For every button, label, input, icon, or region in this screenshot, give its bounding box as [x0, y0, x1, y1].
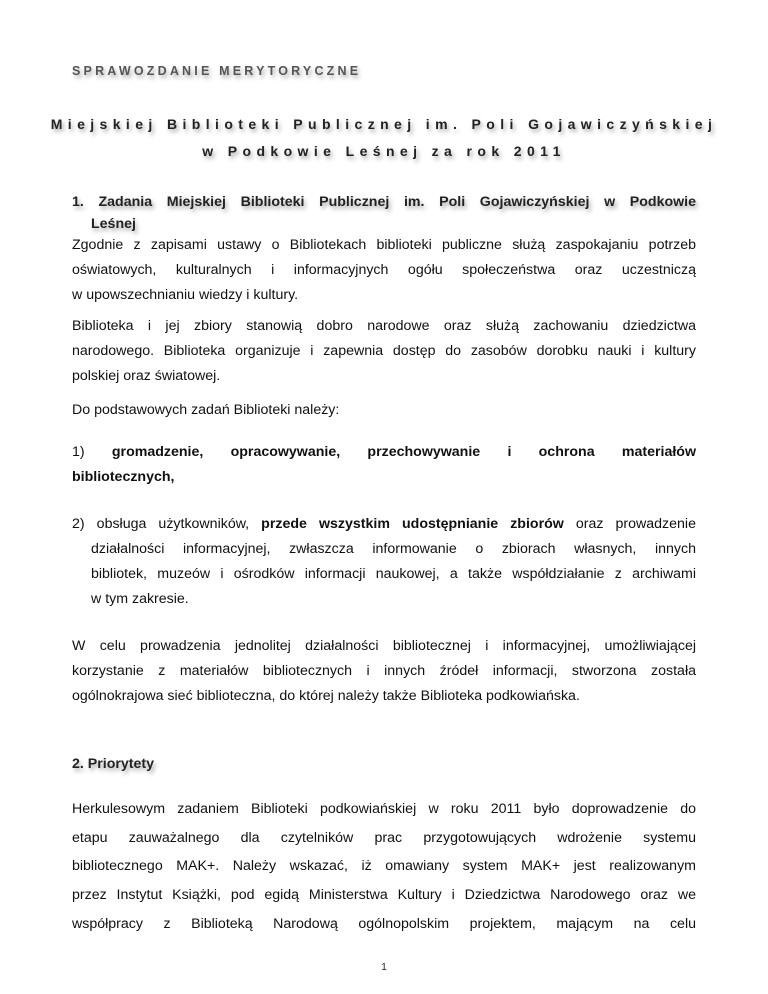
- list-item-2-line: działalności informacyjnej, zwłaszcza informowanie o zbiorach własnych, innych: [91, 541, 696, 557]
- paragraph-line: Herkulesowym zadaniem Biblioteki podkowiańskiej w roku 2011 było doprowadzenie do: [72, 801, 696, 817]
- paragraph-line: W celu prowadzenia jednolitej działalności bibliotecznej i informacyjnej, umożliwiającej: [72, 638, 696, 654]
- paragraph-line: oświatowych, kulturalnych i informacyjnych ogółu społeczeństwa oraz uczestniczą: [72, 262, 696, 278]
- paragraph-line: narodowego. Biblioteka organizuje i zapewnia dostęp do zasobów dorobku nauki i kultury: [72, 343, 696, 359]
- list-item-2-line: w tym zakresie.: [91, 591, 189, 607]
- list-item-2-prefix: 2) obsługa użytkowników,: [72, 516, 262, 532]
- paragraph-line: Biblioteka i jej zbiory stanowią dobro narodowe oraz służą zachowaniu dziedzictwa: [72, 318, 696, 334]
- list-item-1-line-1: [72, 440, 696, 465]
- list-item-2-line-1: [72, 512, 696, 537]
- paragraph-line: współpracy z Biblioteką Narodową ogólnopolskim projektem, mającym na celu: [72, 915, 696, 932]
- paragraph-national-heritage: [72, 314, 696, 389]
- list-item-1-number: 1): [72, 444, 112, 460]
- list-item-2: [72, 512, 696, 612]
- paragraph-library-network: [72, 634, 696, 709]
- paragraph-line: w upowszechnianiu wiedzy i kultury.: [72, 287, 299, 303]
- list-item-1: [72, 440, 696, 490]
- page-number: 1: [381, 962, 387, 973]
- section-1-heading-line-1: 1. Zadania Miejskiej Biblioteki Publicznej im. Poli Gojawiczyńskiej w Podkowie: [72, 194, 696, 210]
- paragraph-line: ogólnokrajowa sieć biblioteczna, do której należy także Biblioteka podkowiańska.: [72, 688, 580, 704]
- document-title-line-2: w Podkowie Leśnej za rok 2011: [202, 143, 566, 159]
- paragraph-line: bibliotecznego MAK+. Należy wskazać, iż omawiany system MAK+ jest realizowanym: [72, 858, 696, 875]
- list-item-1-bold-text: gromadzenie, opracowywanie, przechowywanie i ochrona materiałów: [111, 444, 696, 460]
- section-1-heading: [72, 191, 696, 235]
- paragraph-line: Zgodnie z zapisami ustawy o Bibliotekach biblioteki publiczne służą zaspokajaniu potrzeb: [72, 237, 696, 253]
- paragraph-line: przez Instytut Książki, pod egidą Ministerstwa Kultury i Dziedzictwa Narodowego oraz we: [72, 887, 696, 904]
- paragraph-line: polskiej oraz światowej.: [72, 368, 221, 384]
- section-1-heading-line-2: Leśnej: [91, 216, 136, 232]
- paragraph-line: etapu zauważalnego dla czytelników prac przygotowujących wdrożenie systemu: [72, 829, 696, 846]
- list-item-1-line-2: bibliotecznych,: [72, 469, 175, 485]
- document-title-line-1: Miejskiej Biblioteki Publicznej im. Poli Gojawiczyńskiej: [50, 116, 718, 132]
- paragraph-statute: [72, 233, 696, 308]
- paragraph-line: Do podstawowych zadań Biblioteki należy:: [72, 402, 340, 418]
- report-type-label: SPRAWOZDANIE MERYTORYCZNE: [72, 64, 362, 78]
- paragraph-line: korzystanie z materiałów bibliotecznych i innych źródeł informacji, stworzona została: [72, 663, 696, 679]
- list-item-2-bold-text: przede wszystkim udostępnianie zbiorów: [261, 516, 564, 532]
- paragraph-tasks-intro: [72, 398, 696, 423]
- paragraph-priorities: [72, 795, 696, 938]
- list-item-2-line: bibliotek, muzeów i ośrodków informacji naukowej, a także współdziałanie z archiwami: [91, 566, 696, 582]
- section-2-heading: 2. Priorytety: [72, 756, 155, 772]
- list-item-2-suffix: oraz prowadzenie: [563, 516, 696, 532]
